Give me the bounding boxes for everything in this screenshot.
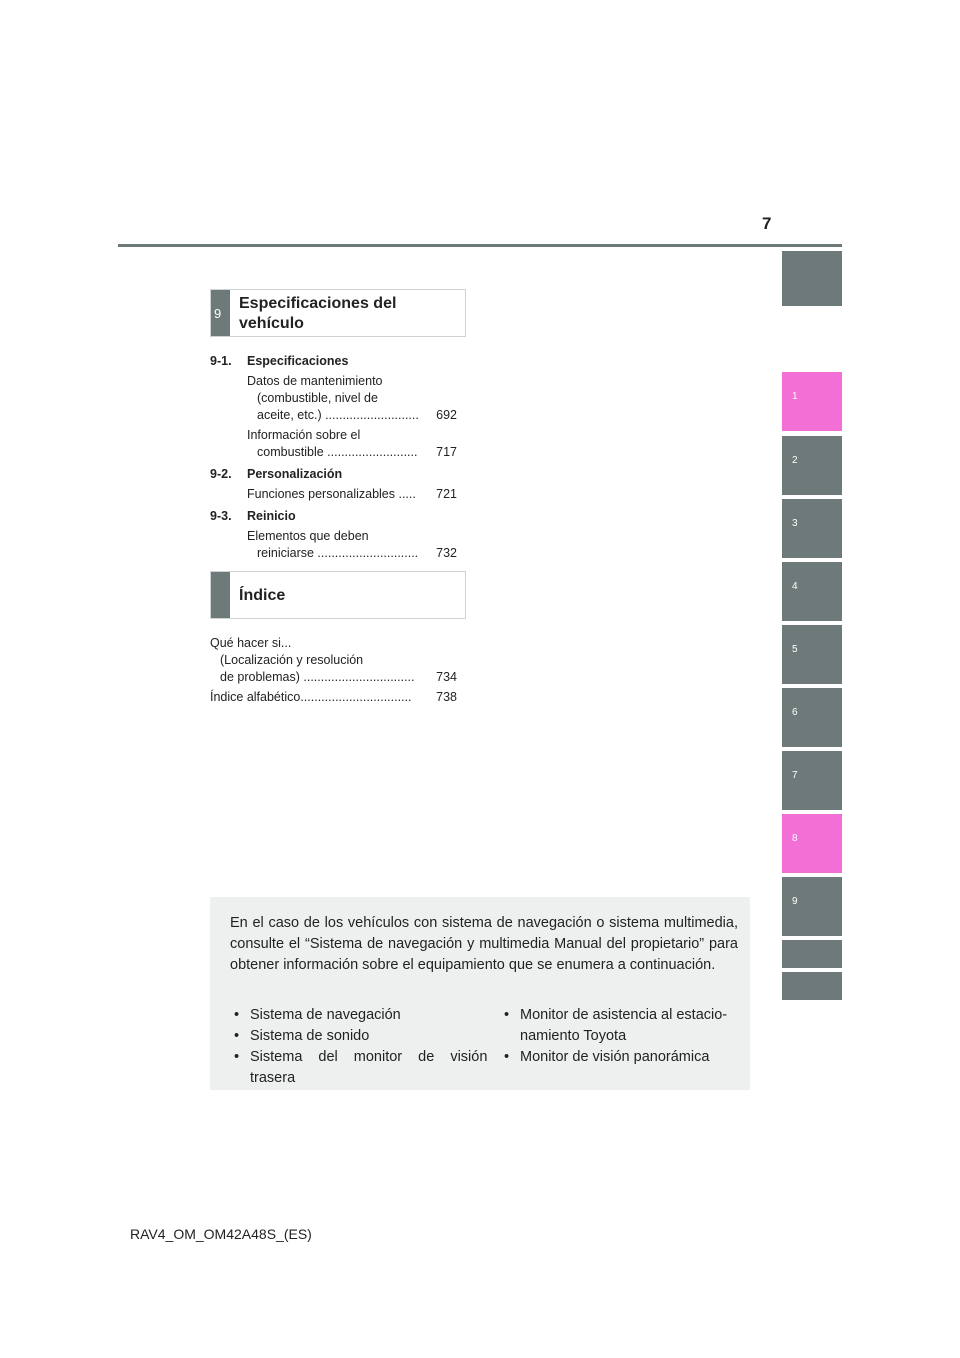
tab-blank-b [782,972,842,1000]
toc-entry-datos-mantenimiento[interactable]: Datos de mantenimiento (combustible, nivel de aceite, etc.) ........................... 692 [247,374,457,422]
tab-blank-top [782,251,842,306]
toc-entry-indice-alfabetico[interactable]: Índice alfabético................................ 738 [210,690,457,704]
bullet-monitor-asistencia-estacionamiento: • Monitor de asistencia al estacio- namiento Toyota [504,1007,728,1044]
toc-entry-informacion-combustible[interactable]: Información sobre el combustible .......................... 717 [247,428,457,459]
bullet-monitor-vision-trasera: • Sistema del monitor de visión trasera [234,1049,488,1086]
tab-7[interactable]: 7 [782,751,842,810]
note-paragraph: En el caso de los vehículos con sistema de navegación o sistema multimedia, consulte el “Sistema de navegación y multimedia Manual del propietario” para obtener información sobre el equipamiento que se enumera a continuación. [230,915,738,973]
toc-heading-9-3: 9-3. Reinicio [210,509,296,523]
section-header-index [210,571,466,619]
toc-entry-que-hacer-si[interactable]: Qué hacer si... (Localización y resolución de problemas) ................................ 734 [210,636,457,684]
chapter-tabs [782,0,842,1358]
tab-6[interactable]: 6 [782,688,842,747]
tab-5[interactable]: 5 [782,625,842,684]
tab-9[interactable]: 9 [782,877,842,936]
toc-heading-9-2: 9-2. Personalización [210,467,343,481]
navigation-note-box: En el caso de los vehículos con sistema de navegación o sistema multimedia, consulte el “Sistema de navegación y multimedia Manual del propietario” para obtener información sobre el equipamiento que se enumera a continuación. • Sistema de navegación • Sistema de sonido • Sistema del monitor de visión trasera • Monitor de asistencia al estacio- namiento Toyota • Monitor de visión panorámica [210,897,750,1090]
tab-8[interactable]: 8 [782,814,842,873]
section-title: Especificaciones del vehículo [239,295,397,332]
tab-1[interactable]: 1 [782,372,842,431]
tab-4[interactable]: 4 [782,562,842,621]
toc-heading-9-1: 9-1. Especificaciones [210,354,349,368]
index-title: Índice [239,587,286,604]
tab-3[interactable]: 3 [782,499,842,558]
document-code: RAV4_OM_OM42A48S_(ES) [130,1226,312,1242]
tab-blank-a [782,940,842,968]
section-index-bar [211,572,230,618]
section-header-9 [210,289,466,337]
toc-entry-elementos-reiniciarse[interactable]: Elementos que deben reiniciarse ............................. 732 [247,529,457,560]
section-number: 9 [214,306,222,321]
page-number: 7 [762,214,772,233]
tab-2[interactable]: 2 [782,436,842,495]
toc-entry-funciones-personalizables[interactable]: Funciones personalizables ..... 721 [247,487,457,501]
header-rule [118,244,842,247]
